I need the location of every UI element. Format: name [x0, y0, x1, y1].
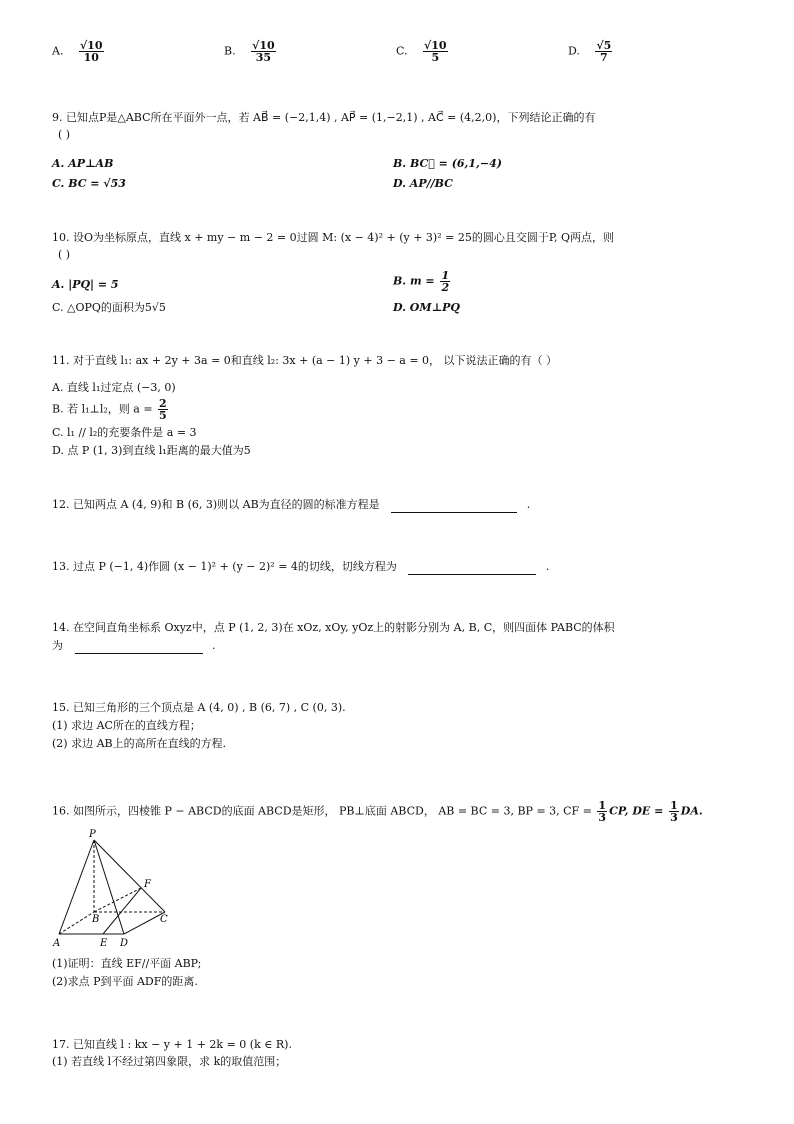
q13-stem — [52, 560, 549, 575]
pyramid-figure — [50, 826, 190, 950]
numerator: √10 — [252, 39, 275, 52]
fraction — [440, 270, 450, 293]
option-letter: D. — [568, 44, 580, 58]
period: . — [545, 560, 550, 573]
q11-option-c: C. l₁ // l₂的充要条件是 a = 3 — [52, 426, 197, 439]
denominator: 5 — [159, 409, 167, 422]
period: . — [212, 639, 216, 652]
numerator: √5 — [596, 39, 612, 52]
denominator: 35 — [251, 51, 276, 63]
question-text: 为 — [52, 639, 63, 652]
fraction — [158, 398, 168, 421]
fraction — [79, 40, 104, 63]
q9-paren: ( ) — [58, 128, 71, 141]
q14-stem: 14. 在空间直角坐标系 Oxyz中，点 P (1, 2, 3)在 xOz, xOy, yOz上的射影分别为 A, B, C，则四面体 PABC的体积 — [52, 621, 615, 634]
numerator: √10 — [424, 39, 447, 52]
q9-option-a: A. AP⊥AB — [52, 157, 114, 170]
q8-option-a — [52, 40, 106, 63]
q10-option-b — [393, 270, 452, 293]
q15-stem: 15. 已知三角形的三个顶点是 A (4, 0) , B (6, 7) , C (0, 3). — [52, 701, 346, 714]
fraction — [595, 40, 612, 63]
option-letter: A. — [52, 44, 64, 58]
q15-part1: (1) 求边 AC所在的直线方程； — [52, 719, 201, 732]
option-letter: C. — [396, 44, 408, 58]
option-letter: B. — [224, 44, 236, 58]
option-text: B. 若 l₁⊥l₂，则 a = — [52, 402, 157, 416]
q17-stem: 17. 已知直线 l : kx − y + 1 + 2k = 0 (k ∈ R). — [52, 1038, 292, 1051]
answer-blank[interactable] — [391, 498, 517, 513]
edge-dc — [124, 912, 165, 934]
edge-pa — [59, 840, 94, 934]
q10-option-c: C. △OPQ的面积为5√5 — [52, 301, 166, 314]
fraction — [597, 800, 607, 823]
edge-ab — [59, 912, 94, 934]
denominator: 10 — [79, 51, 104, 63]
q15-part2: (2) 求边 AB上的高所在直线的方程. — [52, 737, 227, 750]
q16-part2: (2)求点 P到平面 ADF的距离. — [52, 975, 198, 988]
denominator: 7 — [595, 51, 612, 63]
q10-option-d: D. OM⊥PQ — [393, 301, 460, 314]
question-text: 16. 如图所示，四棱锥 P − ABCD的底面 ABCD是矩形， PB⊥底面 ABCD， AB = BC = 3, BP = 3, CF = — [52, 804, 596, 818]
q11-stem: 11. 对于直线 l₁: ax + 2y + 3a = 0和直线 l₂: 3x + (a − 1) y + 3 − a = 0， 以下说法正确的有（ ） — [52, 354, 558, 367]
label-b: B — [92, 914, 100, 925]
q11-option-d: D. 点 P (1, 3)到直线 l₁距离的最大值为5 — [52, 444, 251, 457]
denominator: 3 — [670, 811, 678, 824]
q9-option-b: B. BC⃗ = (6,1,−4) — [393, 157, 502, 170]
fraction — [669, 800, 679, 823]
answer-blank[interactable] — [75, 639, 203, 654]
q10-option-a: A. |PQ| = 5 — [52, 278, 119, 291]
q8-option-d — [568, 40, 614, 63]
q9-option-c: C. BC = √53 — [52, 177, 126, 190]
denominator: 2 — [441, 281, 450, 294]
numerator: √10 — [79, 39, 103, 52]
q11-option-b — [52, 398, 170, 421]
q11-option-a: A. 直线 l₁过定点 (−3, 0) — [52, 381, 176, 394]
label-d: D — [120, 938, 129, 949]
q8-option-c — [396, 40, 450, 63]
period: . — [526, 498, 531, 511]
numerator: 1 — [670, 799, 678, 812]
q9-option-d: D. AP//BC — [393, 177, 453, 190]
q10-paren: ( ) — [58, 248, 71, 261]
fraction — [251, 40, 276, 63]
label-f: F — [144, 879, 151, 890]
question-text: 13. 过点 P (−1, 4)作圆 (x − 1)² + (y − 2)² = 4的切线，切线方程为 — [52, 560, 397, 573]
q16-part1: (1)证明：直线 EF//平面 ABP; — [52, 957, 202, 970]
option-text: B. m = — [393, 274, 439, 288]
q10-stem: 10. 设O为坐标原点，直线 x + my − m − 2 = 0过圆 M: (x − 4)² + (y + 3)² = 25的圆心且交圆于P, Q两点，则 — [52, 231, 615, 244]
q9-stem: 9. 已知点P是△ABC所在平面外一点，若 AB⃗ = (−2,1,4) , AP⃗ = (1,−2,1) , AC⃗ = (4,2,0)，下列结论正确的有 — [52, 111, 596, 124]
q16-stem — [52, 800, 703, 823]
label-c: C — [160, 914, 168, 925]
q12-stem — [52, 498, 530, 513]
label-a: A — [53, 938, 61, 949]
q17-part1: (1) 若直线 l不经过第四象限，求 k的取值范围； — [52, 1055, 287, 1068]
denominator: 3 — [598, 811, 607, 824]
denominator: 5 — [423, 51, 448, 63]
label-e: E — [100, 938, 108, 949]
numerator: 1 — [598, 799, 607, 812]
label-p: P — [89, 829, 96, 840]
q8-option-b — [224, 40, 278, 63]
question-text: CP, DE = — [609, 804, 668, 818]
q14-line2 — [52, 639, 216, 654]
question-text: 12. 已知两点 A (4, 9)和 B (6, 3)则以 AB为直径的圆的标准方程是 — [52, 498, 380, 511]
answer-blank[interactable] — [408, 560, 536, 575]
fraction — [423, 40, 448, 63]
numerator: 1 — [441, 269, 450, 282]
numerator: 2 — [159, 397, 167, 410]
edge-bf — [94, 888, 141, 912]
question-text: DA. — [680, 804, 703, 818]
